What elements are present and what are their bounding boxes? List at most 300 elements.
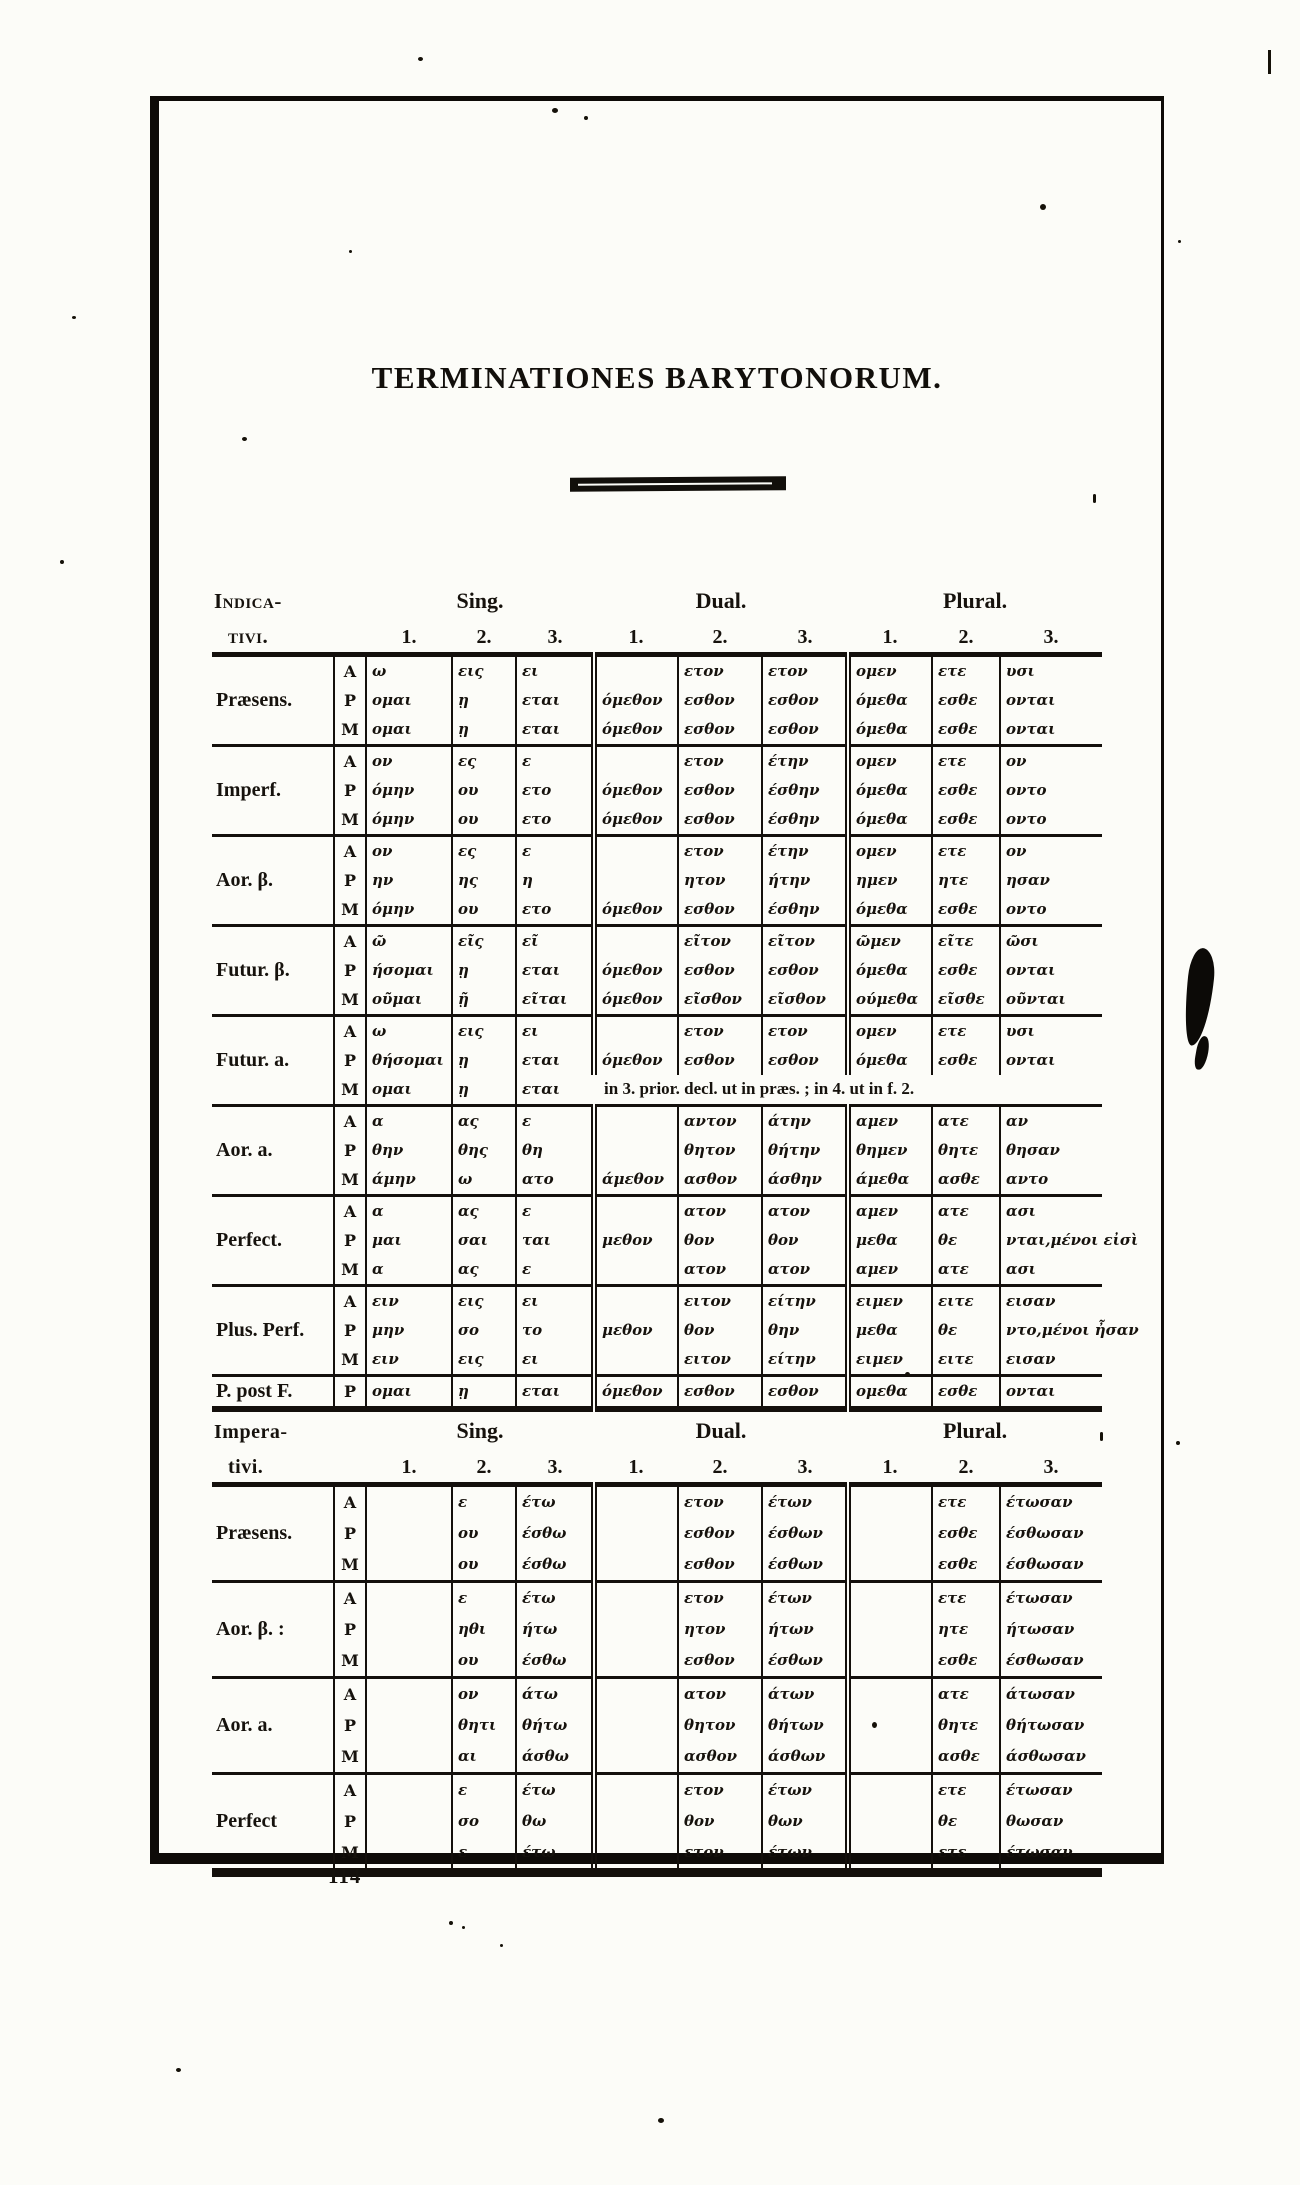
person-number: 2.	[712, 625, 728, 648]
ending-cell: έτωσαν	[1000, 1837, 1102, 1873]
ending-cell: έτων	[762, 1581, 848, 1614]
ending-cell: εσθον	[678, 1549, 762, 1582]
ending-cell: έσθω	[516, 1645, 594, 1678]
tense-block	[212, 1581, 1102, 1677]
conjugation-row	[212, 776, 1102, 805]
ending-cell	[366, 1549, 452, 1582]
ink-speck	[242, 437, 247, 441]
ending-cell: εται	[516, 715, 594, 746]
person-number: 2.	[958, 625, 974, 648]
ending-cell: ατον	[762, 1195, 848, 1226]
ending-cell: έσθην	[762, 776, 848, 805]
ending-cell: ομεν	[848, 835, 932, 866]
ending-cell: θητι	[452, 1710, 516, 1741]
voice-label: A	[334, 1195, 366, 1226]
ending-cell: εσθε	[932, 956, 1000, 985]
ending-cell	[594, 1285, 678, 1316]
ending-cell	[848, 1645, 932, 1678]
ending-cell: ειτον	[678, 1345, 762, 1376]
ending-cell: ονται	[1000, 715, 1102, 746]
ending-cell: ε	[516, 1255, 594, 1286]
ending-cell	[366, 1806, 452, 1837]
voice-label: M	[334, 985, 366, 1016]
ending-cell: ονται	[1000, 686, 1102, 715]
ending-cell: όμεθον	[594, 686, 678, 715]
ending-cell: θημεν	[848, 1136, 932, 1165]
group-header-row	[212, 1398, 1102, 1446]
ending-cell: ετε	[932, 654, 1000, 686]
ending-cell: εται	[516, 956, 594, 985]
voice-label: A	[334, 1581, 366, 1614]
ending-cell	[594, 1015, 678, 1046]
ending-cell: έσθωσαν	[1000, 1518, 1102, 1549]
ending-cell: έσθων	[762, 1645, 848, 1678]
ending-cell: ειν	[372, 1349, 399, 1368]
conjugation-row	[212, 654, 1102, 686]
ending-cell	[848, 1581, 932, 1614]
ink-speck	[872, 1722, 877, 1728]
ending-cell: εσθον	[678, 1375, 762, 1409]
ending-cell: ε	[516, 1195, 594, 1226]
ending-cell: άσθην	[762, 1165, 848, 1196]
ink-speck	[500, 1944, 503, 1947]
ending-cell: ῃ	[452, 686, 516, 715]
ending-cell: ομαι	[372, 719, 412, 738]
group-header-sing: Sing.	[456, 588, 504, 613]
tense-block	[212, 1773, 1102, 1872]
voice-label: M	[334, 1645, 366, 1678]
ink-speck	[1178, 240, 1181, 243]
voice-label: M	[334, 1075, 366, 1106]
ending-cell: μεθα	[848, 1316, 932, 1345]
ending-cell: μεθον	[594, 1316, 678, 1345]
ending-cell: εται	[516, 1075, 594, 1106]
ending-cell: εσθε	[932, 1046, 1000, 1075]
ending-cell: όμην	[372, 809, 415, 828]
person-number: 1.	[628, 1455, 644, 1478]
ending-cell: ονται	[1000, 956, 1102, 985]
ending-cell: ασθον	[678, 1741, 762, 1774]
conjugation-row	[212, 745, 1102, 776]
ending-cell: θη	[516, 1136, 594, 1165]
voice-label: P	[334, 1375, 366, 1409]
ending-cell: έτων	[762, 1837, 848, 1873]
ending-cell: έτωσαν	[1000, 1581, 1102, 1614]
voice-label: A	[334, 1015, 366, 1046]
ending-cell: έτην	[762, 745, 848, 776]
ending-cell: εσθε	[932, 1518, 1000, 1549]
ending-cell: ει	[516, 1015, 594, 1046]
ending-cell: όμεθον	[594, 776, 678, 805]
conjugation-row	[212, 1285, 1102, 1316]
ending-cell: θήτων	[762, 1710, 848, 1741]
ending-cell	[848, 1837, 932, 1873]
ending-cell: αι	[452, 1741, 516, 1774]
conjugation-row	[212, 1710, 1102, 1741]
person-number: 3.	[797, 1455, 813, 1478]
ending-cell: εσθον	[678, 1046, 762, 1075]
ending-cell	[594, 1710, 678, 1741]
ending-cell: ειμεν	[848, 1345, 932, 1376]
ending-cell: εῖς	[452, 925, 516, 956]
voice-label: M	[334, 1345, 366, 1376]
ink-speck	[905, 1372, 910, 1377]
conjugation-row	[212, 686, 1102, 715]
person-number-row	[212, 1446, 1102, 1484]
ending-cell: άτωσαν	[1000, 1677, 1102, 1710]
voice-label: M	[334, 895, 366, 926]
ink-blob	[1181, 947, 1217, 1047]
ending-cell: έσθωσαν	[1000, 1645, 1102, 1678]
conjugation-row	[212, 1046, 1102, 1075]
ending-cell: ετε	[932, 1484, 1000, 1518]
ending-cell: ομεθα	[848, 1375, 932, 1409]
ending-cell: ομαι	[372, 1079, 412, 1098]
ending-cell: ας	[452, 1105, 516, 1136]
section-heading-line2: tivi.	[228, 623, 269, 648]
ending-cell: θε	[932, 1316, 1000, 1345]
ending-cell: θητον	[678, 1136, 762, 1165]
voice-label: A	[334, 1285, 366, 1316]
person-number: 3.	[797, 625, 813, 648]
tense-label: Perfect.	[216, 1228, 283, 1251]
ink-speck	[658, 2118, 664, 2123]
ending-cell	[594, 1677, 678, 1710]
ending-cell: έσθωσαν	[1000, 1549, 1102, 1582]
ending-cell: ῃ	[452, 1075, 516, 1106]
ending-cell: ούμεθα	[848, 985, 932, 1016]
ending-cell: θης	[452, 1136, 516, 1165]
ending-cell: ατον	[678, 1195, 762, 1226]
conjugation-row	[212, 1645, 1102, 1678]
voice-label: A	[334, 925, 366, 956]
ending-cell: ετον	[678, 654, 762, 686]
ending-cell	[594, 654, 678, 686]
ending-cell: ῃ	[452, 715, 516, 746]
voice-label: P	[334, 686, 366, 715]
ending-cell: άτω	[516, 1677, 594, 1710]
conjugation-row	[212, 1741, 1102, 1774]
tense-label: Aor. β. :	[216, 1617, 285, 1640]
person-number: 3.	[547, 1455, 563, 1478]
ending-cell: αντον	[678, 1105, 762, 1136]
person-number: 2.	[476, 1455, 492, 1478]
ending-cell	[366, 1837, 452, 1873]
ending-cell: ήτω	[516, 1614, 594, 1645]
group-header-dual: Dual.	[695, 1418, 747, 1443]
ending-cell: ετον	[678, 1581, 762, 1614]
person-number: 1.	[882, 625, 898, 648]
ending-cell: οῦνται	[1000, 985, 1102, 1016]
imperative-header	[212, 1398, 1102, 1484]
ending-cell	[594, 1549, 678, 1582]
conjugation-row	[212, 1195, 1102, 1226]
ink-mark	[1093, 494, 1096, 503]
section-heading-line2: tivi.	[228, 1455, 264, 1478]
ending-cell: έσθην	[762, 895, 848, 926]
voice-label: P	[334, 1136, 366, 1165]
ending-cell	[594, 1105, 678, 1136]
ending-cell: ετον	[678, 1837, 762, 1873]
ending-cell	[848, 1741, 932, 1774]
ending-cell: ατον	[678, 1677, 762, 1710]
ending-cell: εσθε	[932, 1549, 1000, 1582]
ending-cell: ειτε	[932, 1345, 1000, 1376]
ending-cell: έσθην	[762, 805, 848, 836]
ending-cell: εσθον	[678, 895, 762, 926]
tense-block	[212, 925, 1102, 1015]
ending-cell	[366, 1581, 452, 1614]
ending-cell: άτων	[762, 1677, 848, 1710]
voice-label: M	[334, 1165, 366, 1196]
voice-label: M	[334, 1741, 366, 1774]
ending-cell: ται	[516, 1226, 594, 1255]
tense-label: P. post F.	[216, 1379, 293, 1402]
tense-label: Aor. a.	[216, 1713, 273, 1736]
conjugation-row	[212, 835, 1102, 866]
ending-cell: ῶ	[372, 931, 387, 950]
ending-cell: εις	[452, 1015, 516, 1046]
ending-cell: ετε	[932, 835, 1000, 866]
voice-label: M	[334, 805, 366, 836]
ending-cell: ῶσι	[1000, 925, 1102, 956]
voice-label: M	[334, 1837, 366, 1873]
ending-cell: ε	[452, 1837, 516, 1873]
ending-cell: θήτω	[516, 1710, 594, 1741]
tense-label: Præsens.	[216, 1521, 293, 1544]
ending-cell: άσθωσαν	[1000, 1741, 1102, 1774]
ending-cell: ειτε	[932, 1285, 1000, 1316]
indicative-section	[212, 572, 1139, 1412]
ending-cell: ετε	[932, 745, 1000, 776]
voice-label: A	[334, 835, 366, 866]
ending-cell: άτην	[762, 1105, 848, 1136]
person-number: 2.	[476, 625, 492, 648]
ending-cell: εις	[452, 654, 516, 686]
ending-cell: νται,μένοι εἰσὶ	[1000, 1226, 1102, 1255]
ending-cell	[594, 1581, 678, 1614]
tense-label: Futur. a.	[216, 1048, 290, 1071]
ink-speck	[60, 560, 64, 564]
ending-cell	[848, 1773, 932, 1806]
ending-cell: όμεθα	[848, 1046, 932, 1075]
ending-cell: ου	[452, 805, 516, 836]
voice-label: A	[334, 1105, 366, 1136]
ending-cell: ου	[452, 776, 516, 805]
ending-cell: εσθον	[678, 776, 762, 805]
ending-cell: θε	[932, 1226, 1000, 1255]
ending-cell: θησαν	[1000, 1136, 1102, 1165]
ending-cell: θήτην	[762, 1136, 848, 1165]
ending-cell: ετε	[932, 1581, 1000, 1614]
imperative-table	[212, 1398, 1102, 1877]
ending-cell: οντο	[1000, 805, 1102, 836]
ending-cell: ῃ	[452, 956, 516, 985]
ending-cell: οῦμαι	[372, 989, 423, 1008]
person-number: 2.	[712, 1455, 728, 1478]
ending-cell: ε	[516, 835, 594, 866]
ending-cell	[594, 925, 678, 956]
ending-cell	[594, 1136, 678, 1165]
ending-cell: ειν	[372, 1291, 399, 1310]
ending-cell: ήτων	[762, 1614, 848, 1645]
tense-block	[212, 745, 1102, 835]
ending-cell: έτω	[516, 1773, 594, 1806]
ending-cell: εῖσθε	[932, 985, 1000, 1016]
ending-cell: θην	[762, 1316, 848, 1345]
ending-cell: ει	[516, 654, 594, 686]
conjugation-row	[212, 956, 1102, 985]
ending-cell: έτω	[516, 1581, 594, 1614]
ending-cell: ειτον	[678, 1285, 762, 1316]
ending-cell: εῖτον	[762, 925, 848, 956]
voice-label: P	[334, 1806, 366, 1837]
ending-cell: είτην	[762, 1345, 848, 1376]
ending-cell: ει	[516, 1285, 594, 1316]
ending-cell: ασι	[1000, 1195, 1102, 1226]
ink-speck	[176, 2068, 181, 2072]
ending-cell: άσθων	[762, 1741, 848, 1774]
group-header-dual: Dual.	[695, 588, 747, 613]
ending-cell: υσι	[1000, 654, 1102, 686]
ending-cell: ου	[452, 1645, 516, 1678]
ending-cell: ατε	[932, 1195, 1000, 1226]
ending-cell: ονται	[1000, 1375, 1102, 1409]
voice-label: M	[334, 1549, 366, 1582]
tense-label: Præsens.	[216, 688, 293, 711]
ending-cell: όμην	[372, 780, 415, 799]
voice-label: P	[334, 1316, 366, 1345]
ending-cell: ομεν	[848, 1015, 932, 1046]
ending-cell: έσθω	[516, 1518, 594, 1549]
ending-cell	[594, 866, 678, 895]
ending-cell: ατο	[516, 1165, 594, 1196]
ending-cell: θωσαν	[1000, 1806, 1102, 1837]
section-heading-line1: Indica-	[214, 589, 282, 613]
ending-cell	[594, 835, 678, 866]
ending-cell: ητε	[932, 866, 1000, 895]
ending-cell: ῶμεν	[848, 925, 932, 956]
ending-cell: ατον	[762, 1255, 848, 1286]
ending-cell: θον	[678, 1806, 762, 1837]
ending-cell: θον	[678, 1316, 762, 1345]
ending-cell: θήσομαι	[372, 1050, 444, 1069]
ending-cell	[594, 1773, 678, 1806]
tense-label: Imperf.	[216, 778, 281, 801]
ending-cell: εισαν	[1000, 1285, 1102, 1316]
ending-cell: ητον	[678, 866, 762, 895]
voice-label: P	[334, 1518, 366, 1549]
ending-cell: εσθον	[678, 1518, 762, 1549]
ending-cell: έσθω	[516, 1549, 594, 1582]
ink-mark	[1268, 50, 1271, 74]
ending-cell	[366, 1773, 452, 1806]
ending-cell	[594, 1837, 678, 1873]
ink-speck	[418, 57, 423, 61]
conjugation-row	[212, 1165, 1102, 1196]
tense-block	[212, 1105, 1102, 1195]
ending-cell: σο	[452, 1316, 516, 1345]
ending-cell: είτην	[762, 1285, 848, 1316]
ending-cell: αντο	[1000, 1165, 1102, 1196]
voice-label: A	[334, 745, 366, 776]
indicative-header	[212, 572, 1102, 654]
ending-cell: οντο	[1000, 776, 1102, 805]
ending-cell	[366, 1484, 452, 1518]
ending-cell: εσθον	[678, 956, 762, 985]
ending-cell	[366, 1614, 452, 1645]
ending-cell: ε	[452, 1581, 516, 1614]
ending-cell: εῖται	[516, 985, 594, 1016]
section-heading-line1: Impera-	[214, 1421, 288, 1443]
group-header-plural: Plural.	[942, 1418, 1008, 1443]
ending-cell	[848, 1518, 932, 1549]
ending-cell: εσθον	[678, 805, 762, 836]
ending-cell: εῖσθον	[678, 985, 762, 1016]
ending-cell: ῃ	[452, 1046, 516, 1075]
ending-cell: εσθε	[932, 1645, 1000, 1678]
tense-block	[212, 1484, 1102, 1581]
ending-cell: ω	[372, 661, 387, 680]
ending-cell: ετε	[932, 1837, 1000, 1873]
ending-cell	[594, 1741, 678, 1774]
person-number: 3.	[1043, 1455, 1059, 1478]
ending-cell: ει	[516, 1345, 594, 1376]
ending-cell: ου	[452, 1549, 516, 1582]
ending-cell: εσθε	[932, 895, 1000, 926]
ending-cell	[594, 1518, 678, 1549]
conjugation-row	[212, 805, 1102, 836]
ending-cell	[848, 1484, 932, 1518]
ending-cell: εισαν	[1000, 1345, 1102, 1376]
person-number: 1.	[882, 1455, 898, 1478]
ending-cell: ονται	[1000, 1046, 1102, 1075]
ending-cell: όμεθον	[594, 895, 678, 926]
ending-cell: ντο,μένοι ἦσαν	[1000, 1316, 1102, 1345]
ending-cell	[594, 1806, 678, 1837]
conjugation-row	[212, 1345, 1102, 1376]
ending-cell: ετο	[516, 895, 594, 926]
ink-speck	[584, 116, 588, 120]
ending-cell: άμεθα	[848, 1165, 932, 1196]
voice-label: P	[334, 776, 366, 805]
conjugation-row	[212, 1075, 1102, 1106]
ending-cell	[594, 1195, 678, 1226]
voice-label: A	[334, 1484, 366, 1518]
page-title: TERMINATIONES BARYTONORUM.	[371, 360, 943, 395]
ending-cell: ας	[452, 1255, 516, 1286]
ending-cell: αμεν	[848, 1255, 932, 1286]
ink-mark	[1100, 1432, 1103, 1441]
voice-label: A	[334, 1677, 366, 1710]
conjugation-row	[212, 1581, 1102, 1614]
ending-cell	[848, 1549, 932, 1582]
ending-cell: εσθον	[762, 1046, 848, 1075]
person-number-row	[212, 616, 1102, 654]
page-number: 114	[328, 1864, 362, 1888]
ending-cell: α	[372, 1111, 384, 1130]
ending-cell: θητον	[678, 1710, 762, 1741]
ending-cell: όμεθα	[848, 686, 932, 715]
ending-cell: ον	[372, 841, 393, 860]
ending-cell: εται	[516, 1046, 594, 1075]
conjugation-row	[212, 866, 1102, 895]
imperative-section	[212, 1398, 1112, 1877]
ending-cell: όμεθον	[594, 956, 678, 985]
ending-cell: ες	[452, 745, 516, 776]
ending-cell: έτω	[516, 1484, 594, 1518]
ending-cell: όμεθον	[594, 715, 678, 746]
